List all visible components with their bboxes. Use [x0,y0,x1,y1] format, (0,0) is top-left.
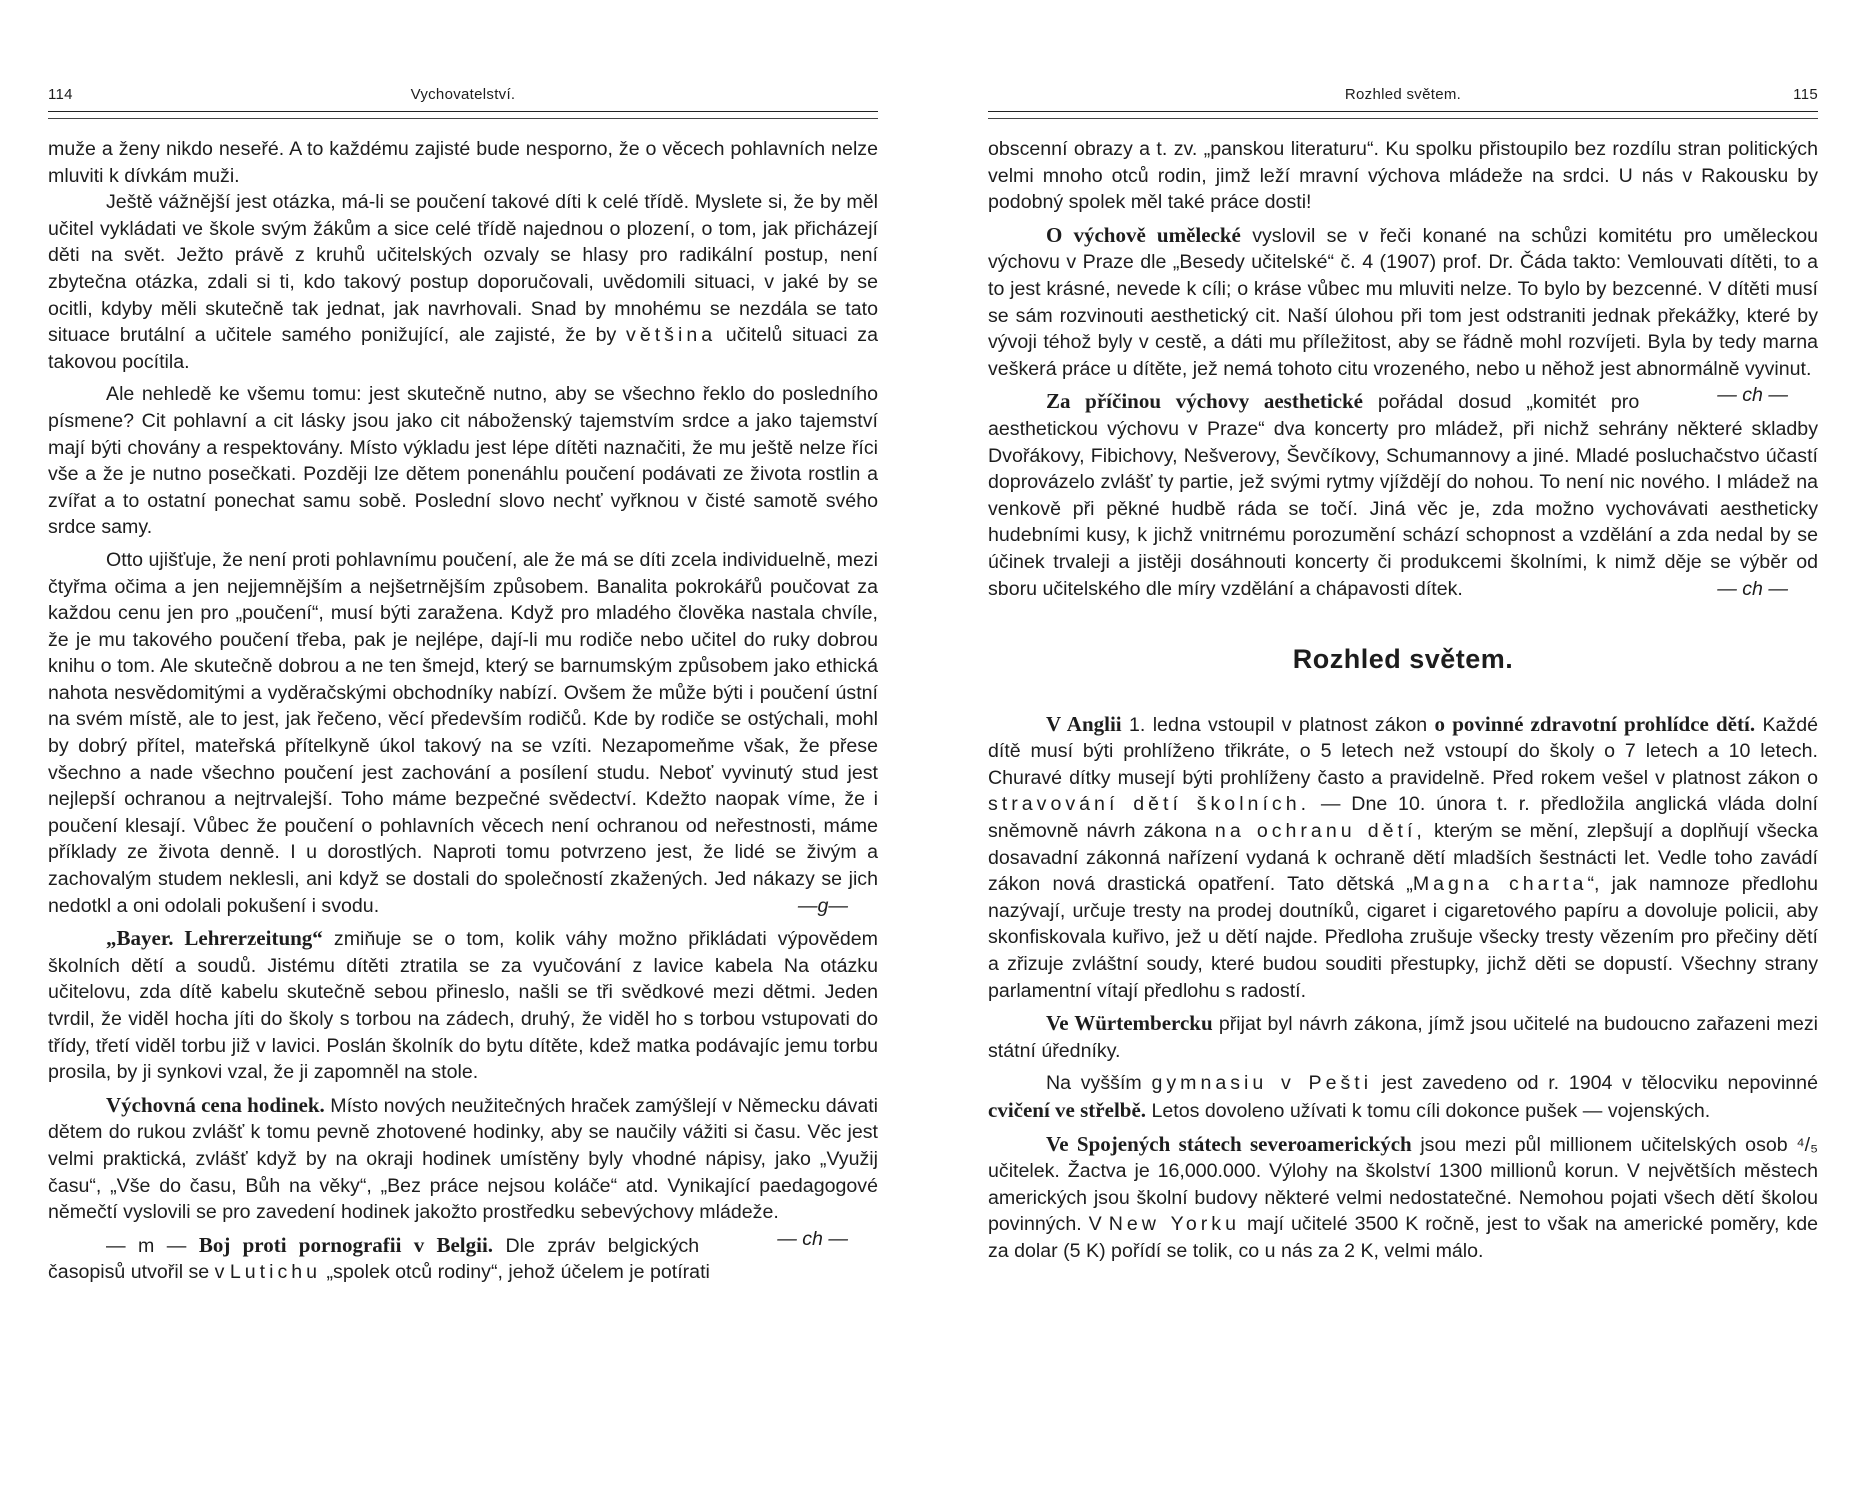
signature: —g— [797,894,848,917]
paragraph-text: pořádal dosud „komitét pro aesthetickou výchovu v Praze“ dva koncerty pro mládež, při nichž sehrány některé skladby Dvořákovy, Fibichovy, Nešverovy, Ševčíkovy, Schumannovy a jiné. Mladé posluchačstvo účastí doprovázelo zvlášť ty partie, jež svými rytmy vjíždějí do nohou. To není nic nového. I mládež na venkově při pěkné hudbě ráda se točí. Jiná věc je, zda možno vychovávati aestheticky hudebními kusy, k jichž vnitrnému porozumění schází schopnost a vzdělání a zda nedal by se účinek trvaleji a jistěji dosáhnouti koncerty či produkcemi školními, k nimž děje se výběr od sboru učitelského dle míry vzdělání a chápavosti dítek. [988,391,1818,600]
running-title: Vychovatelství. [410,86,516,103]
running-head-right [988,86,1818,112]
paragraph-text: vyslovil se v řeči konané na schůzi komitétu pro uměleckou výchovu v Praze dle „Besedy učitelské“ č. 4 (1907) prof. Dr. Čáda takto: Vemlouvati dítěti, to a to jest krásné, nevede k cíli; o kráse vůbec mu mluviti nelze. To bylo by bezcenné. V dítěti musí se sám rozvinouti aesthetický cit. Naší úlohou při tom jest odstraniti jednak překážky, které by vývoji téhož byly v cestě, a dáti mu příležitost, aby se řádně mohl rozvíjeti. Byla by tedy marna veškerá práce u dítěte, jež nemá tohoto citu vrozeného, nebo u něhož jest abnormálně vyvinut. [988,224,1818,380]
paragraph-text: zmiňuje se o tom, kolik váhy možno přikládati výpovědem školních dětí a soudů. Jistému dítěti ztratila se za vyučování z lavice kabela Na otázku učitelovu, zda dítě kabelu skutečně sebou přineslo, našli se tři svědkové mezi dětmi. Jeden tvrdil, že viděl hocha jíti do školy s torbou na zádech, druhý, že viděl ho s torbou vstupovati do třídy, třetí viděl torbu již v lavici. Poslán školník do bytu dítěte, kdež matka podávajíc jemu torbu prosila, by ji synkovi vzal, že ji zapomněl na stole. [48,928,878,1084]
author-mark: — m — [106,1234,187,1257]
paragraph-text: jsou mezi půl millionem učitelských osob ⁴/₅ učitelek. Žactva je 16,000.000. Výlohy na školství 1300 millionů korun. V největších městech amerických jsou školní budovy některé velmi nedostatečné. Nemohou pojati všech dětí školou povinných. V [988,1133,1818,1236]
paragraph [48,381,878,541]
left-page [48,0,878,1500]
lead-heading: Za příčinou výchovy aesthetické [1046,389,1363,414]
signature: — ch — [1717,577,1788,600]
paragraph [988,1131,1818,1265]
paragraph [48,189,878,375]
paragraph-text: — Dne 10. února t. r. předložila anglická vláda dolní sněmovně návrh zákona [988,793,1818,843]
left-column-text [48,136,878,1286]
paragraph [988,1010,1818,1064]
spaced-word: Lutichu [229,1261,322,1284]
section-title: Rozhled světem. [1292,644,1514,675]
paragraph [988,136,1818,216]
right-page [988,0,1818,1500]
paragraph-text: jest zavedeno od r. 1904 v tělocviku nepovinné [1381,1072,1818,1095]
spaced-word: na ochranu dětí, [1214,820,1426,843]
paragraph [988,388,1818,602]
lead-heading: „Bayer. Lehrerzeitung“ [106,926,323,951]
spaced-word: většina [626,324,717,347]
paragraph-text: Na vyšším [1046,1072,1142,1095]
lead-heading: O výchově umělecké [1046,222,1241,247]
signature: — ch — [777,1227,848,1250]
running-head-left [48,86,878,112]
paragraph-text: „spolek otců rodiny“, jehož účelem je potírati [326,1261,710,1284]
lead-heading: V Anglii [1046,711,1122,736]
paragraph-text: 1. ledna vstoupil v platnost zákon [1129,713,1428,736]
header-rule [48,111,878,119]
paragraph-text: Každé dítě musí býti prohlíženo třikráte, o 5 letech než vstoupí do školy o 7 letech a 10 letech. Churavé dítky musejí býti prohlíženy často a pravidelně. Před rokem vešel v platnost zákon o [988,713,1818,789]
paragraph-text: učitelů situaci za takovou pocítila. [48,324,878,373]
lead-heading: Výchovná cena hodinek. [106,1092,325,1117]
paragraph-text: obscenní obrazy a t. zv. „panskou literaturu“. Ku spolku přistoupilo bez rozdílu stran politických velmi mnoho otců rodin, jimž leží mravní výchova mládeže na srdci. U nás v Rakousku by podobný spolek měl také práce dosti! [988,138,1818,214]
paragraph-text: muže a ženy nikdo neseřé. A to každému zajisté bude nesporno, že o věcech pohlavních nelze mluviti k dívkám muži. [48,138,878,187]
paragraph-text: Ještě vážnější jest otázka, má-li se poučení takové díti k celé třídě. Myslete si, že by měl učitel vykládati ve škole svým žákům a sice celé třídě najednou o plození, o tom, jak přicházejí děti na svět. Ježto právě z kruhů učitelských ozvaly se hlasy pro radikální postup, není zbytečna otázka, zdali si ti, kdo takový postup doporučovali, uvědomili situaci, v jaké by se ocitli, kdyby měli skutečně tak jednat, jak navrhovali. Snad by mnohému se nezdála se tato situace brutální a učitele samého ponižující, ale zajisté, že by [48,191,878,347]
lead-heading: Ve Würtembercku [1046,1011,1213,1036]
page-number: 114 [48,86,73,103]
right-column-text [988,136,1818,1265]
spaced-word: stravování dětí školních. [988,793,1311,816]
page-number: 115 [1793,86,1818,103]
lead-heading: o povinné zdravotní prohlídce dětí. [1434,711,1756,736]
header-rule [988,111,1818,119]
paragraph [48,547,878,919]
spaced-word: Magna charta [1412,873,1588,896]
spaced-word: New Yorku [1108,1213,1240,1236]
paragraph-text: přijat byl návrh zákona, jímž jsou učitelé na budoucno zařazeni mezi státní úředníky. [988,1013,1818,1062]
lead-heading: Boj proti pornografii v Belgii. [198,1232,494,1257]
lead-heading: cvičení ve střelbě. [988,1098,1147,1122]
paragraph [48,925,878,1086]
paragraph-text: “, jak namnoze předlohu nazývají, určuje tresty na prodej doutníků, cigaret i cigaretového papíru a dovoluje policii, aby skonfiskovala kuřivo, jež u dětí najde. Předloha zrušuje všecky tresty vězením pro přečiny dětí a zřizuje zvláštní soudy, které budou souditi přestupky, jichž děti se dopustí. Všechny strany parlamentní vítají předlohu s radostí. [988,873,1819,1002]
paragraph-text: kterým se mění, zlepšují a doplňují všecka dosavadní zákonná nařízení vydaná k ochraně dětí mladších šestnácti let. Vedle toho zavádí zákon nová drastická opatření. Tato dětská „ [988,820,1819,896]
paragraph [988,1070,1818,1124]
paragraph [988,711,1818,1005]
paragraph-text: mají učitelé 3500 K ročně, jest to však na americké poměry, kde za dolar (5 K) pořídí se tolik, co u nás za 2 K, velmi málo. [988,1213,1818,1262]
paragraph-text: Místo nových neužitečných hraček zamýšlejí v Německu dávati dětem do rukou zvlášť k tomu pevně zhotovené hodinky, aby se naučily vážiti si času. Věc jest velmi praktická, zvlášť když by na okraji hodinek umístěny byly vhodné nápisy, jako „Využij času“, „Vše do času, Bůh na věky“, „Bez práce nejsou koláče“ atd. Vynikající paedagogové němečtí vyslovili se pro zavedení hodinek jakožto prostředku sebevýchovy mládeže. [48,1094,879,1224]
paragraph-text: Letos dovoleno užívati k tomu cíli dokonce pušek — vojenských. [1151,1100,1711,1122]
running-title: Rozhled světem. [1344,86,1462,103]
spaced-word: gymnasiu v Pešti [1151,1072,1373,1095]
paragraph-text: Dle zpráv belgických časopisů utvořil se v [48,1234,700,1284]
lead-heading: Ve Spojených státech severoamerických [1046,1131,1412,1156]
paragraph-text: Ale nehledě ke všemu tomu: jest skutečně nutno, aby se všechno řeklo do posledního písmene? Cit pohlavní a cit lásky jsou jako cit náboženský tajemstvím srdce a jako tajemství mají býti chovány a respektovány. Místo výkladu jest lépe dítěti naznačiti, že mu ještě nelze říci vše a že je nutno posečkati. Později lze dětem ponenáhlu poučení podávati ze života rostlin a zvířat a to ostatní ponechat samu sobě. Poslední slovo nechť vyřknou v čisté samotě svého srdce samy. [48,383,878,539]
signature: — ch — [1717,384,1788,407]
paragraph [48,136,878,189]
paragraph-text: Otto ujišťuje, že není proti pohlavnímu poučení, ale že má se díti zcela individuelně, mezi čtyřma očima a jen nejjemnějším a nejšetrnějším způsobem. Banalita pokrokářů poučovat za každou cenu jen pro „poučení“, musí býti zaražena. Když pro mladého člověka nastala chvíle, že je mu takového poučení třeba, pak je nejlépe, dají-li mu rodiče nebo učitel do ruky dobrou knihu o tom. Ale skutečně dobrou a ne ten šmejd, který se barnumským způsobem jako ethická nahota nesvědomitými a vyděračskými obchodníky nabízí. Ovšem že může býti i poučení ústní na svém místě, ale to jest, jak řečeno, věcí především rodičů. Kde by rodiče se ostýchali, mohl by dobrý přítel, mateřská přítelkyně úkol takový na se vzíti. Nezapomeňme však, že přese všechno a nade všechno poučení jest zachování a posílení studu. Neboť vyvinutý stud jest nejlepší ochranou a nejtrvalejší. Toho máme bezpečné svědectví. Kdežto naopak víme, že i poučení klesají. Vůbec že poučení o pohlavních věcech není ochranou od neřestnosti, máme příklady ze života denně. I u dorostlých. Naproti tomu potvrzeno jest, že lidé se živým a zachovalým studem neklesli, ani když se dostali do společností zkažených. Jed nákazy se jich nedotkl a oni odolali pokušení i svodu. [48,548,878,917]
